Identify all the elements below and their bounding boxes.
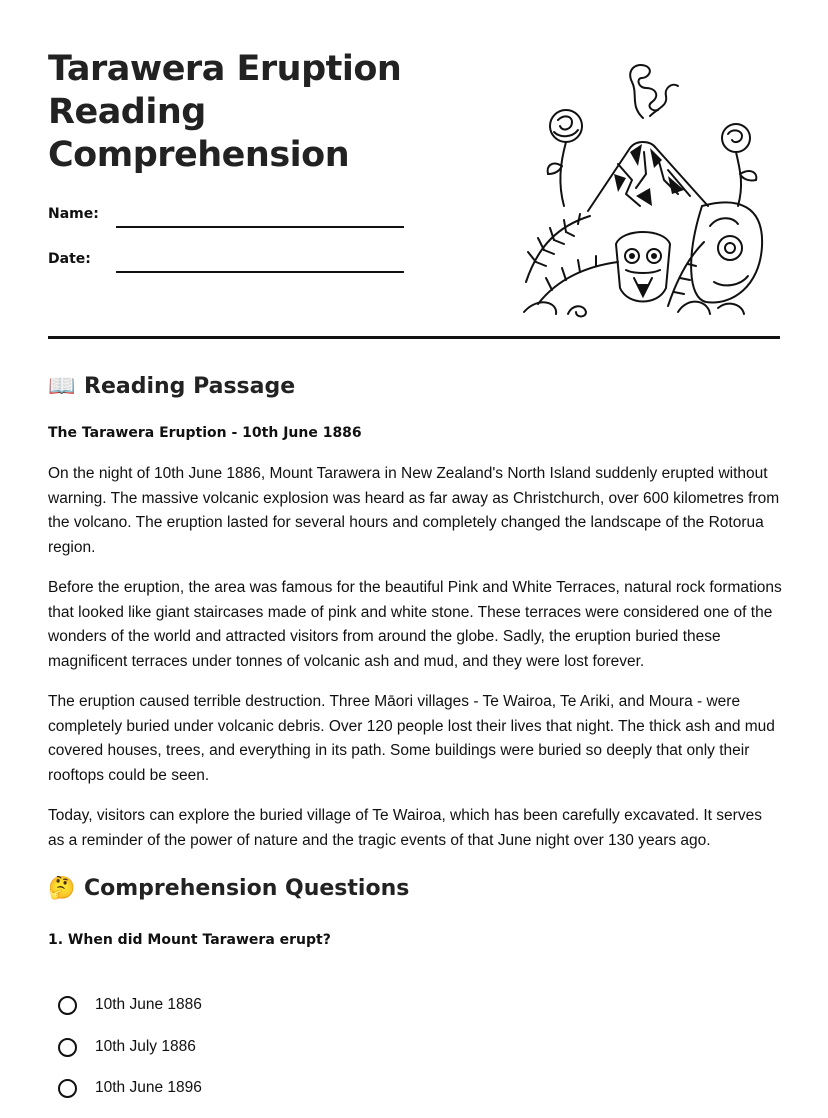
name-label: Name: [48,206,99,222]
radio-button[interactable] [58,996,77,1015]
volcano-illustration [518,56,773,318]
name-field[interactable] [48,202,408,228]
question-1-option-c[interactable] [58,1076,202,1100]
name-line[interactable] [116,226,404,228]
date-label: Date: [48,251,91,267]
date-line[interactable] [116,271,404,273]
reading-passage-heading [48,374,295,399]
open-book-icon: 📖 [48,374,76,399]
reading-heading-text: Reading Passage [84,374,296,399]
radio-button[interactable] [58,1079,77,1098]
date-field[interactable] [48,247,408,273]
option-label: 10th July 1886 [95,1038,196,1055]
worksheet-header [48,48,780,328]
passage-paragraph: On the night of 10th June 1886, Mount Tarawera in New Zealand's North Island suddenly erupted without warning. The massive volcanic explosion was heard as far away as Christchurch, over 600 kilometres from the volcano. The eruption lasted for several hours and completely changed the landscape of the Rotorua region. [48,465,780,557]
question-1: 1. When did Mount Tarawera erupt? [48,932,331,948]
passage-paragraph: Today, visitors can explore the buried village of Te Wairoa, which has been carefully excavated. It serves as a reminder of the power of nature and the tragic events of that June night over 130 years ago. [48,807,762,849]
passage-paragraph: The eruption caused terrible destruction. Three Māori villages - Te Wairoa, Te Ariki, and Moura - were completely buried under volcanic debris. Over 120 people lost their lives that night. The thick ash and mud covered houses, trees, and everything in its path. Some buildings were buried so deeply that only their rooftops could be seen. [48,693,775,785]
option-label: 10th June 1886 [95,996,202,1013]
header-divider [48,336,780,339]
thinking-face-icon: 🤔 [48,876,76,901]
radio-button[interactable] [58,1038,77,1057]
questions-heading-text: Comprehension Questions [84,876,410,901]
comprehension-questions-heading [48,876,409,901]
passage-paragraph: Before the eruption, the area was famous for the beautiful Pink and White Terraces, natural rock formations that looked like giant staircases made of pink and white stone. These terraces were considered one of the wonders of the world and attracted visitors from around the globe. Sadly, the eruption buried these magnificent terraces under tonnes of volcanic ash and mud, and they were lost forever. [48,579,782,671]
page-title: Tarawera Eruption Reading Comprehension [48,49,402,175]
question-1-option-a[interactable] [58,993,202,1017]
option-label: 10th June 1896 [95,1079,202,1096]
question-1-option-b[interactable] [58,1035,196,1059]
passage-title: The Tarawera Eruption - 10th June 1886 [48,425,362,441]
